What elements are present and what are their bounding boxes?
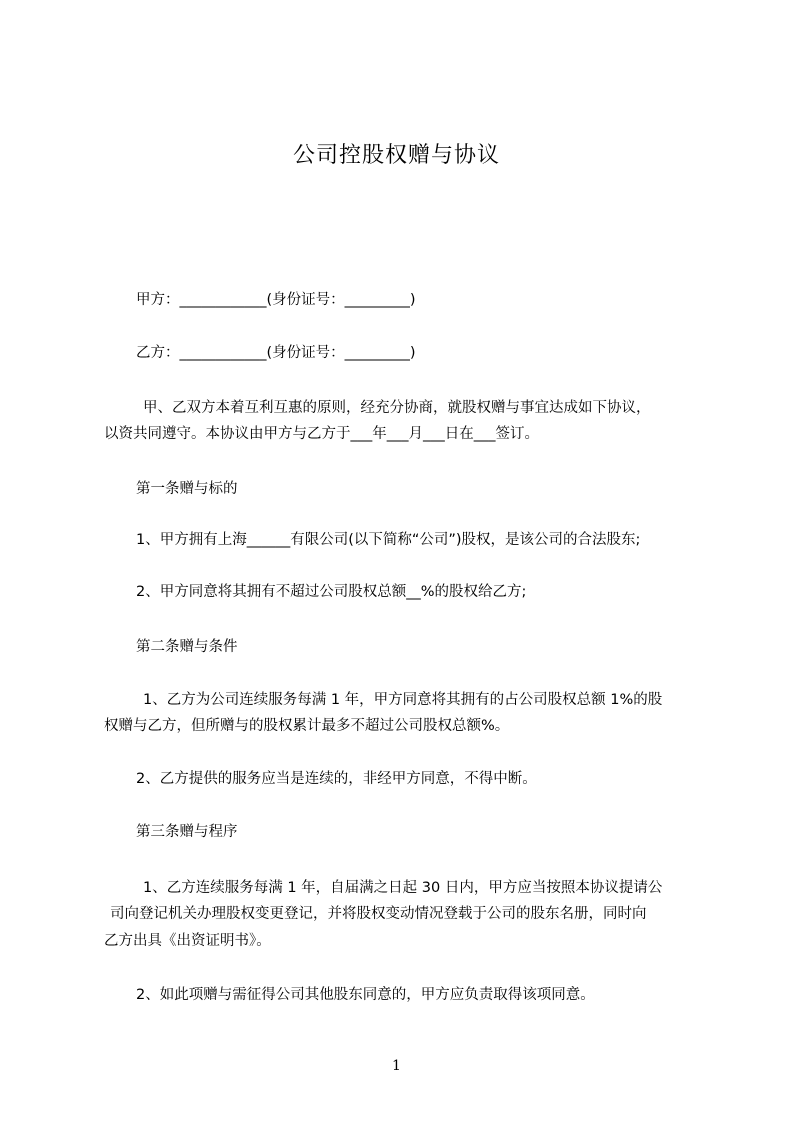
document-title: 公司控股权赠与协议	[292, 143, 500, 168]
article-3-item-1-line-3: 乙方出具《出资证明书》。	[104, 933, 271, 949]
intro-line-2: 以资共同遵守。本协议由甲方与乙方于___年___月___日在___签订。	[104, 426, 539, 442]
intro-line-1: 甲、乙双方本着互利互惠的原则，经充分协商，就股权赠与事宜达成如下协议，	[143, 400, 651, 416]
article-1-heading: 第一条赠与标的	[136, 481, 238, 497]
article-1-item-1: 1、甲方拥有上海______有限公司(以下简称“公司”)股权，是该公司的合法股东;	[136, 532, 641, 548]
article-3-item-2: 2、如此项赠与需征得公司其他股东同意的，甲方应负责取得该项同意。	[136, 987, 595, 1003]
article-2-item-2: 2、乙方提供的服务应当是连续的，非经甲方同意，不得中断。	[136, 771, 537, 787]
party-a-line: 甲方：____________(身份证号：_________)	[136, 292, 416, 308]
page-number: 1	[392, 1058, 401, 1074]
article-3-item-1-line-2: 司向登记机关办理股权变更登记，并将股权变动情况登载于公司的股东名册，同时向	[110, 906, 647, 922]
article-3-heading: 第三条赠与程序	[136, 824, 238, 840]
article-1-item-2: 2、甲方同意将其拥有不超过公司股权总额__%的股权给乙方;	[136, 584, 527, 600]
article-2-heading: 第二条赠与条件	[136, 639, 238, 655]
article-3-item-1-line-1: 1、乙方连续服务每满 1 年，自届满之日起 30 日内，甲方应当按照本协议提请公	[143, 880, 663, 896]
article-2-item-1-line-2: 权赠与乙方，但所赠与的股权累计最多不超过公司股权总额%。	[104, 718, 510, 734]
party-b-line: 乙方：____________(身份证号：_________)	[136, 345, 416, 361]
article-2-item-1-line-1: 1、乙方为公司连续服务每满 1 年，甲方同意将其拥有的占公司股权总额 1%的股	[143, 692, 663, 708]
